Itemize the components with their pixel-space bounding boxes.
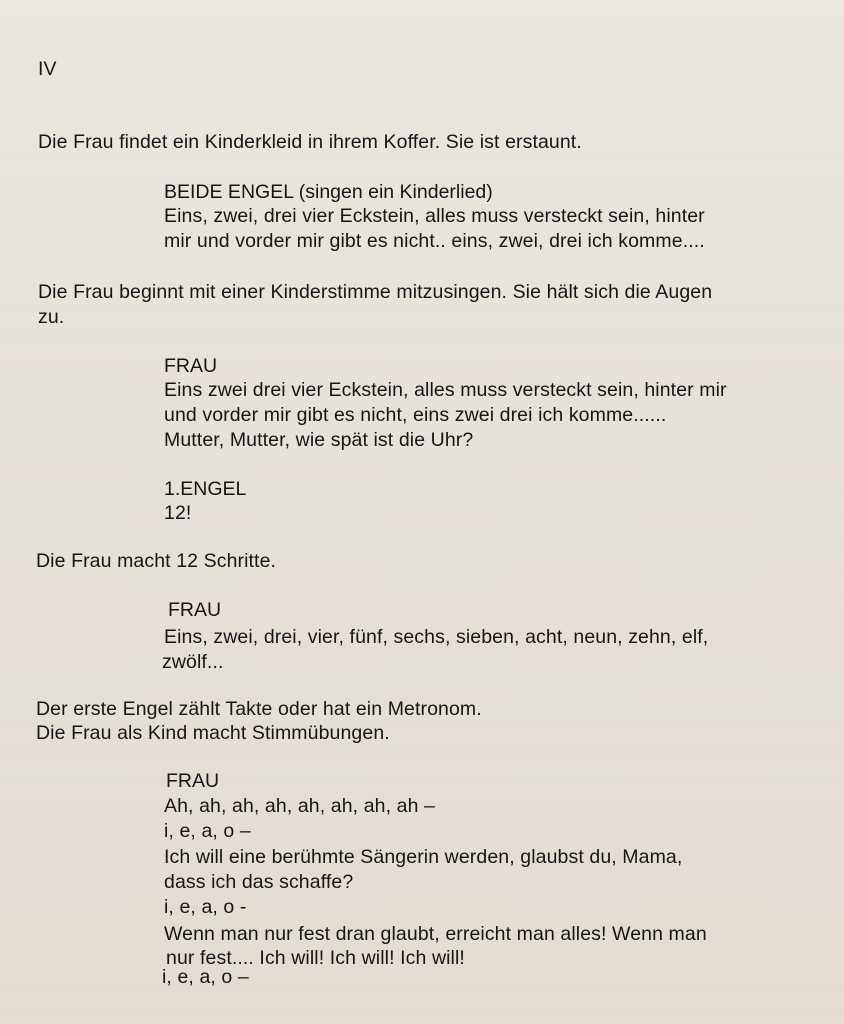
stage-direction-line: Die Frau findet ein Kinderkleid in ihrem Koffer. Sie ist erstaunt. [38,131,582,153]
dialogue-line: Mutter, Mutter, wie spät ist die Uhr? [164,429,474,451]
stage-direction-line: zu. [38,306,65,328]
speaker-name: FRAU [166,770,220,792]
speaker-name: FRAU [168,599,222,621]
stage-direction-line: Der erste Engel zählt Takte oder hat ein Metronom. [36,698,482,720]
dialogue-line: Ich will eine berühmte Sängerin werden, glaubst du, Mama, [164,846,683,868]
dialogue-line: Eins, zwei, drei vier Eckstein, alles muss versteckt sein, hinter [164,205,705,227]
dialogue-line: mir und vorder mir gibt es nicht.. eins, zwei, drei ich komme.... [164,230,705,252]
dialogue-line: Ah, ah, ah, ah, ah, ah, ah, ah – [164,795,435,817]
dialogue-line: Wenn man nur fest dran glaubt, erreicht man alles! Wenn man [164,923,707,945]
stage-direction-line: Die Frau beginnt mit einer Kinderstimme mitzusingen. Sie hält sich die Augen [38,281,713,303]
dialogue-line: i, e, a, o – [162,966,249,988]
dialogue-line: zwölf... [162,651,224,673]
speaker-name: BEIDE ENGEL (singen ein Kinderlied) [164,181,493,203]
stage-direction-line: Die Frau macht 12 Schritte. [36,550,277,572]
stage-direction-line: Die Frau als Kind macht Stimmübungen. [36,722,390,744]
dialogue-line: Eins, zwei, drei, vier, fünf, sechs, sieben, acht, neun, zehn, elf, [164,626,709,648]
dialogue-line: i, e, a, o – [164,820,251,842]
dialogue-line: nur fest.... Ich will! Ich will! Ich will! [166,947,465,969]
dialogue-line: i, e, a, o - [164,896,247,918]
dialogue-line: Eins zwei drei vier Eckstein, alles muss versteckt sein, hinter mir [164,379,727,401]
speaker-name: 1.ENGEL [164,478,247,500]
speaker-name: FRAU [164,355,218,377]
dialogue-line: dass ich das schaffe? [164,871,354,893]
dialogue-line: 12! [164,502,192,524]
dialogue-line: und vorder mir gibt es nicht, eins zwei drei ich komme...... [164,404,667,426]
act-heading: IV [38,58,57,80]
